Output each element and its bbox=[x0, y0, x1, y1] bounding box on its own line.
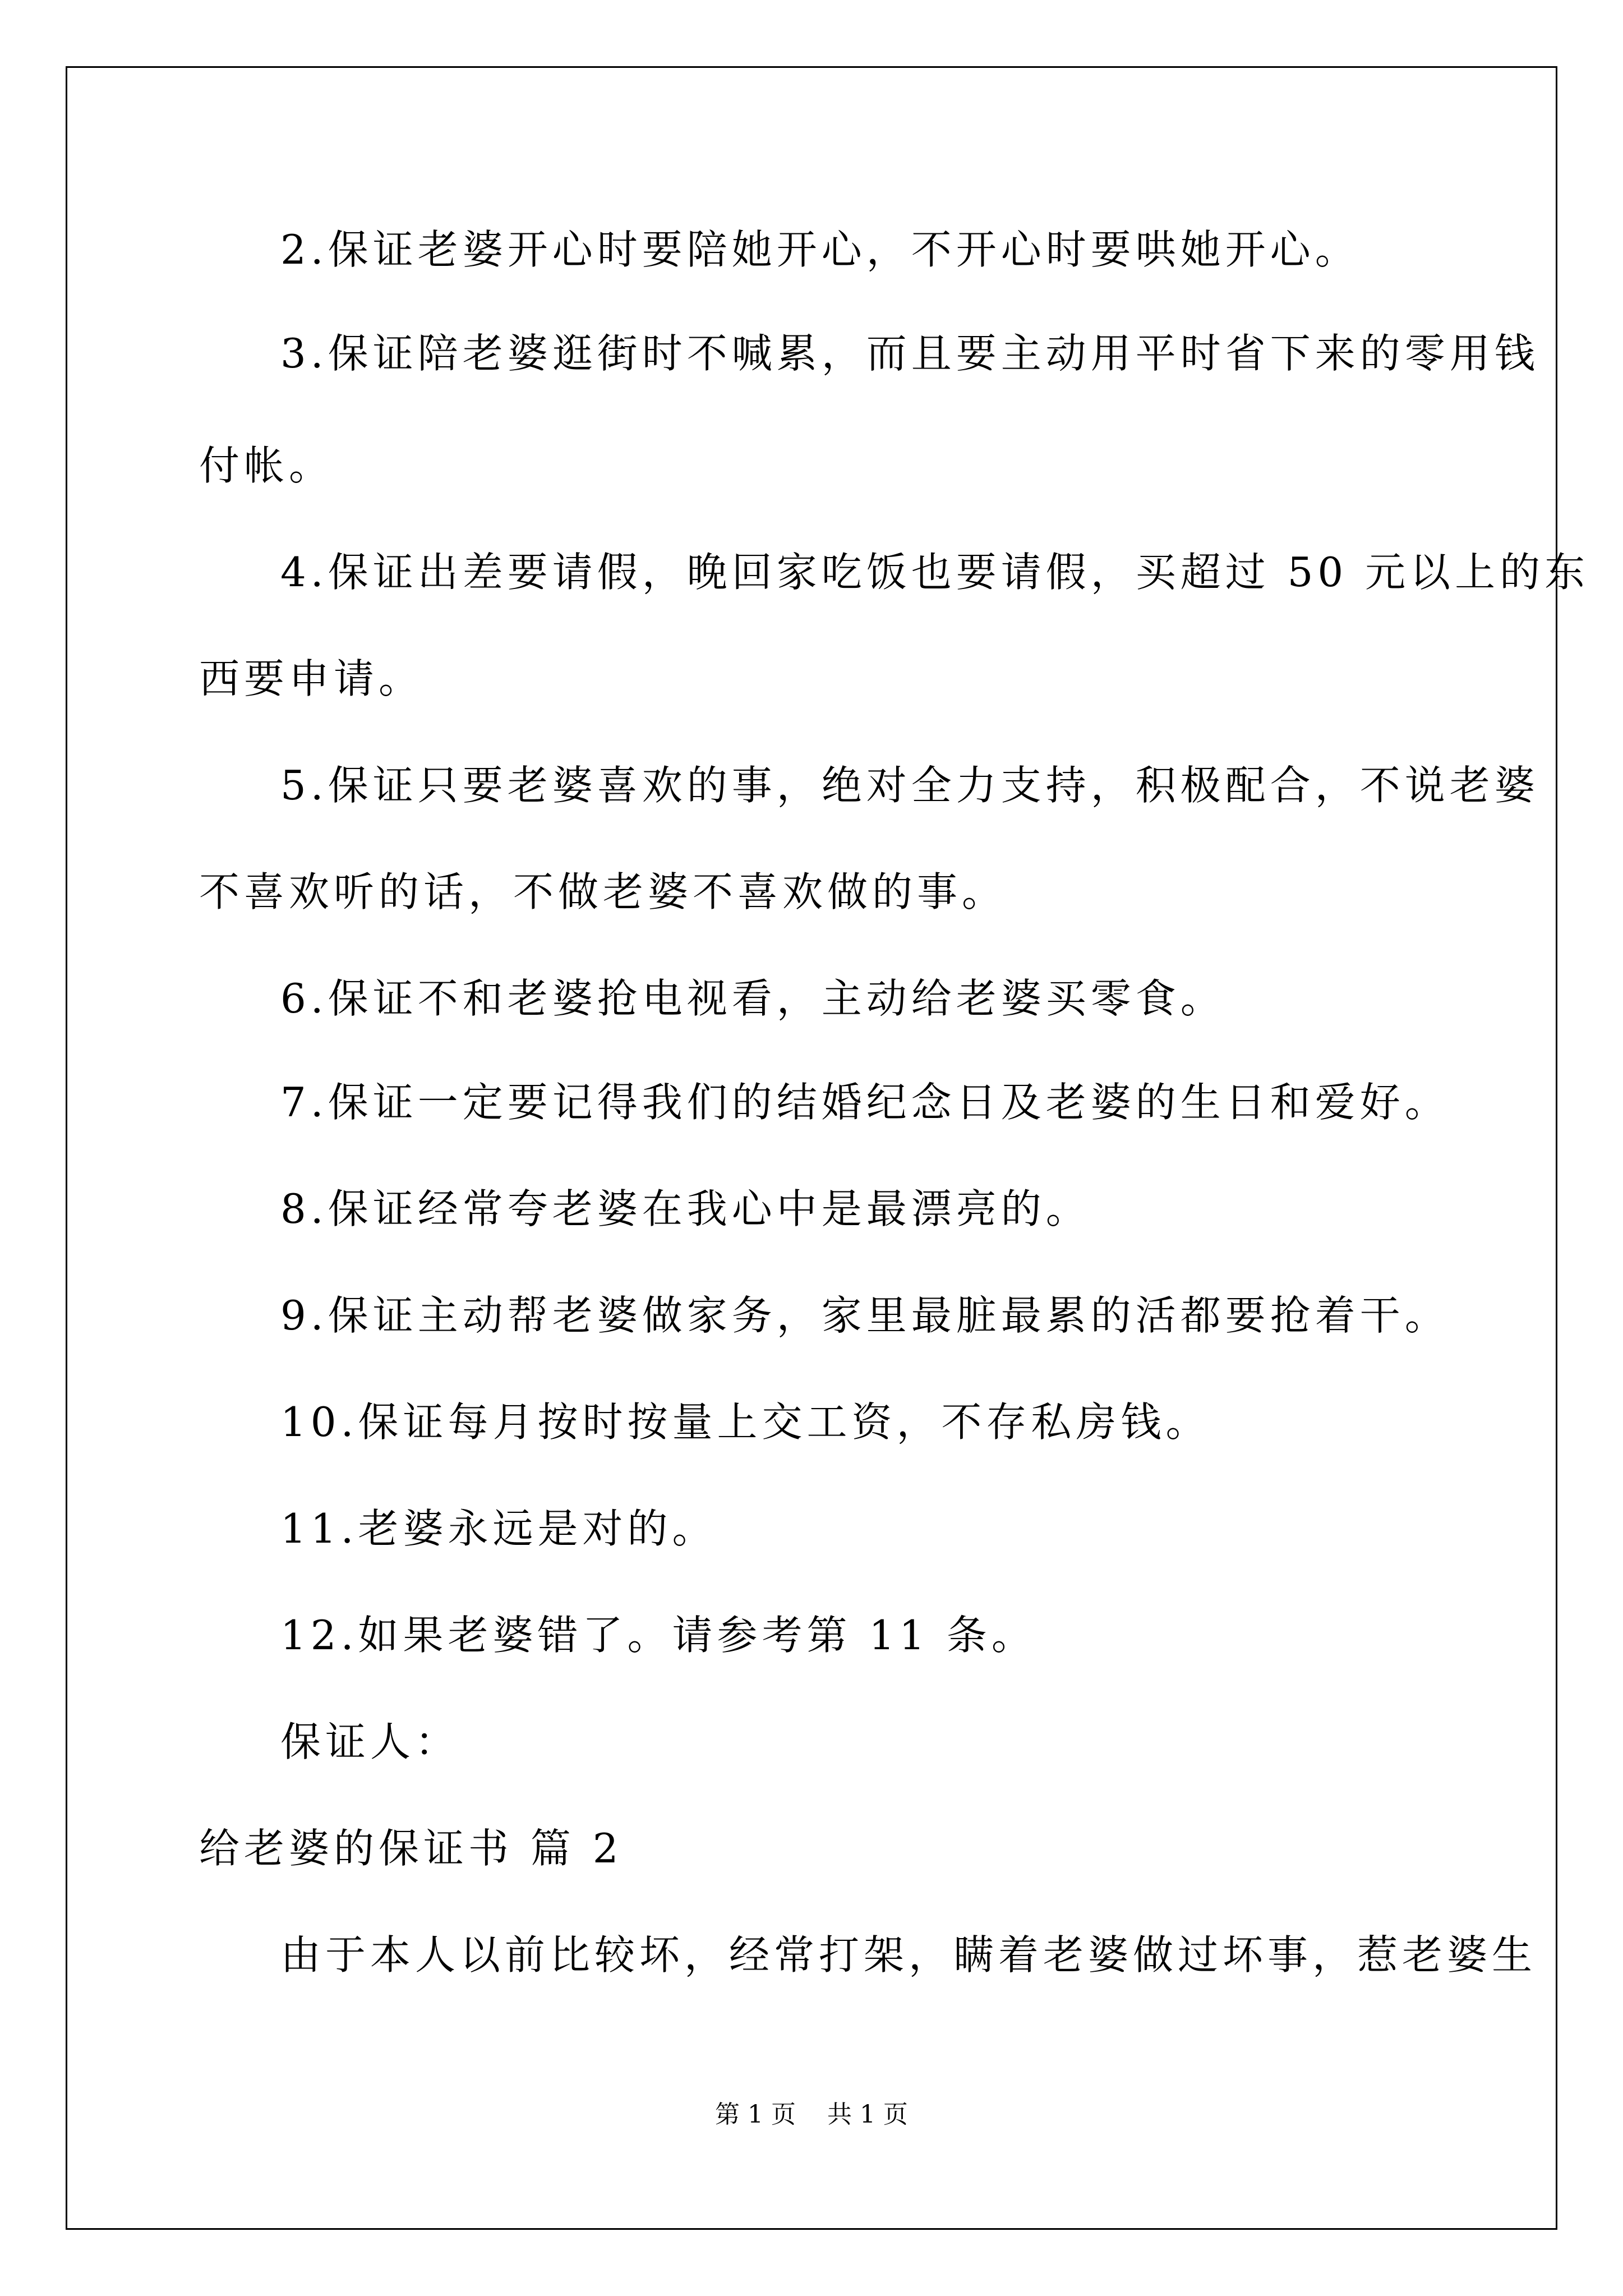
section-heading: 给老婆的保证书 篇 2 bbox=[199, 1825, 623, 1872]
clause-6: 6.保证不和老婆抢电视看，主动给老婆买零食。 bbox=[280, 975, 1225, 1022]
clause-9: 9.保证主动帮老婆做家务，家里最脏最累的活都要抢着干。 bbox=[280, 1292, 1450, 1339]
clause-12: 12.如果老婆错了。请参考第 11 条。 bbox=[280, 1612, 1036, 1659]
clause-2: 2.保证老婆开心时要陪她开心，不开心时要哄她开心。 bbox=[280, 226, 1360, 273]
clause-3-line-1: 3.保证陪老婆逛街时不喊累，而且要主动用平时省下来的零用钱 bbox=[280, 330, 1539, 377]
clause-3-line-2: 付帐。 bbox=[199, 442, 334, 489]
section-2-paragraph-line-1: 由于本人以前比较坏，经常打架，瞒着老婆做过坏事，惹老婆生 bbox=[280, 1931, 1537, 1978]
clause-4-line-1: 4.保证出差要请假，晚回家吃饭也要请假，买超过 50 元以上的东 bbox=[280, 549, 1590, 596]
page-border bbox=[66, 66, 1557, 2230]
clause-8: 8.保证经常夸老婆在我心中是最漂亮的。 bbox=[280, 1185, 1091, 1232]
clause-5-line-2: 不喜欢听的话，不做老婆不喜欢做的事。 bbox=[199, 868, 1007, 915]
clause-5-line-1: 5.保证只要老婆喜欢的事，绝对全力支持，积极配合，不说老婆 bbox=[280, 762, 1539, 809]
clause-7: 7.保证一定要记得我们的结婚纪念日及老婆的生日和爱好。 bbox=[280, 1079, 1450, 1126]
guarantor-label: 保证人： bbox=[280, 1718, 460, 1765]
clause-10: 10.保证每月按时按量上交工资，不存私房钱。 bbox=[280, 1398, 1211, 1446]
clause-4-line-2: 西要申请。 bbox=[199, 655, 424, 702]
clause-11: 11.老婆永远是对的。 bbox=[280, 1505, 717, 1552]
page-number-footer: 第 1 页 共 1 页 bbox=[715, 2100, 908, 2129]
